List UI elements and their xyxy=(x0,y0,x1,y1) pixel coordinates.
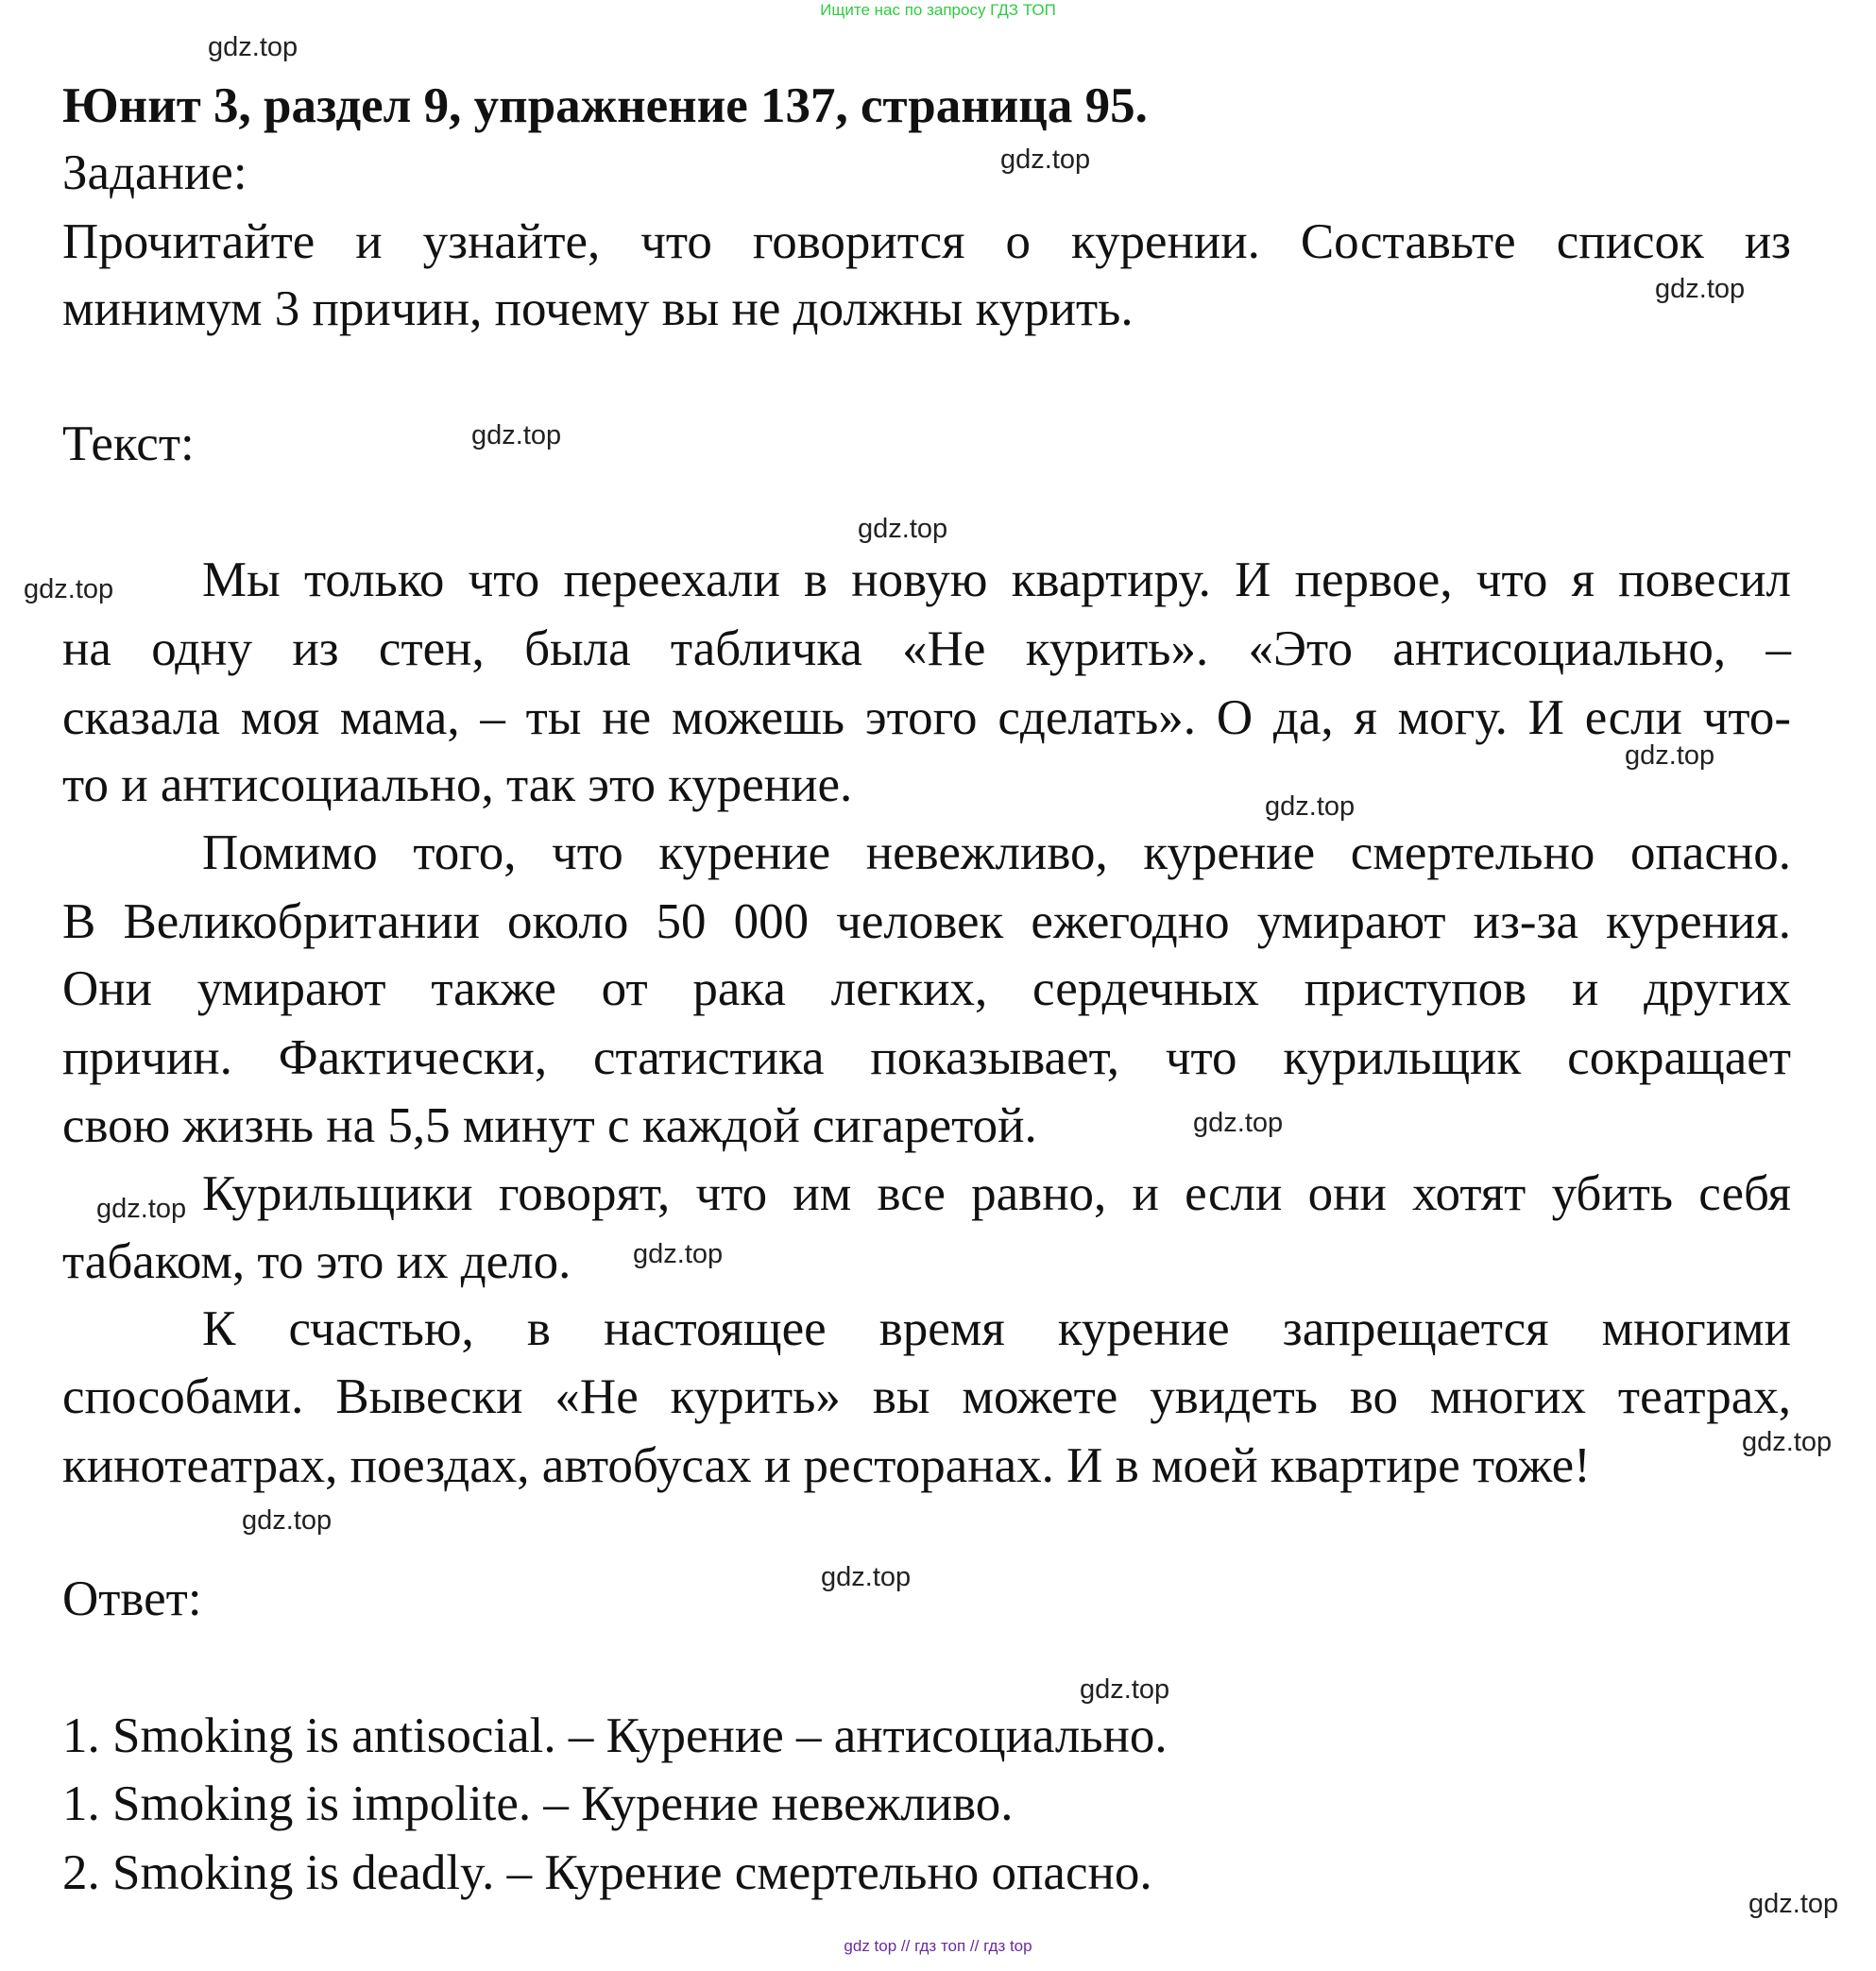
answer-item: 1. Smoking is antisocial. – Курение – антисоциально. xyxy=(62,1708,1168,1763)
watermark: gdz.top xyxy=(208,32,298,62)
text-line: табаком, то это их дело. xyxy=(62,1234,571,1289)
watermark: gdz.top xyxy=(1742,1427,1833,1457)
watermark: gdz.top xyxy=(821,1562,912,1592)
top-search-note: Ищите нас по запросу ГДЗ ТОП xyxy=(820,1,1056,19)
page-title: Юнит 3, раздел 9, упражнение 137, страница 95. xyxy=(62,78,1148,133)
text-line: кинотеатрах, поездах, автобусах и ресторанах. И в моей квартире тоже! xyxy=(62,1438,1591,1493)
text-line: Мы только что переехали в новую квартиру. И первое, что я повесил xyxy=(202,552,1791,607)
text-line: причин. Фактически, статистика показывает, что курильщик сокращает xyxy=(62,1030,1791,1085)
watermark: gdz.top xyxy=(1655,274,1746,304)
answer-item: 1. Smoking is impolite. – Курение невежливо. xyxy=(62,1776,1014,1831)
watermark: gdz.top xyxy=(242,1505,333,1536)
text-line: сказала моя мама, – ты не можешь этого сделать». О да, я могу. И если что- xyxy=(62,690,1791,745)
watermark: gdz.top xyxy=(24,574,114,604)
text-line: К счастью, в настоящее время курение запрещается многими xyxy=(202,1301,1791,1356)
text-line: на одну из стен, была табличка «Не курить». «Это антисоциально, – xyxy=(62,621,1791,676)
text-line: то и антисоциально, так это курение. xyxy=(62,757,853,812)
watermark: gdz.top xyxy=(96,1194,187,1224)
answer-label: Ответ: xyxy=(62,1572,202,1626)
answer-item: 2. Smoking is deadly. – Курение смертельно опасно. xyxy=(62,1845,1152,1900)
text-label: Текст: xyxy=(62,416,195,471)
watermark: gdz.top xyxy=(1000,144,1091,175)
watermark: gdz.top xyxy=(1625,740,1715,771)
text-line: Помимо того, что курение невежливо, курение смертельно опасно. xyxy=(202,825,1791,880)
text-line: Курильщики говорят, что им все равно, и если они хотят убить себя xyxy=(202,1166,1791,1221)
task-label: Задание: xyxy=(62,145,247,200)
watermark: gdz.top xyxy=(471,420,562,450)
watermark: gdz.top xyxy=(1193,1108,1284,1138)
text-line: свою жизнь на 5,5 минут с каждой сигаретой. xyxy=(62,1098,1037,1153)
watermark: gdz.top xyxy=(1265,791,1356,822)
task-line: минимум 3 причин, почему вы не должны курить. xyxy=(62,281,1134,336)
text-line: В Великобритании около 50 000 человек ежегодно умирают из-за курения. xyxy=(62,894,1791,949)
watermark: gdz.top xyxy=(1748,1889,1839,1919)
watermark: gdz.top xyxy=(858,514,948,544)
bottom-note: gdz top // гдз топ // гдз top xyxy=(844,1937,1032,1955)
task-line: Прочитайте и узнайте, что говорится о курении. Составьте список из xyxy=(62,214,1791,269)
watermark: gdz.top xyxy=(1080,1674,1170,1705)
text-line: способами. Вывески «Не курить» вы можете увидеть во многих театрах, xyxy=(62,1369,1791,1424)
watermark: gdz.top xyxy=(633,1239,724,1269)
text-line: Они умирают также от рака легких, сердечных приступов и других xyxy=(62,961,1791,1016)
